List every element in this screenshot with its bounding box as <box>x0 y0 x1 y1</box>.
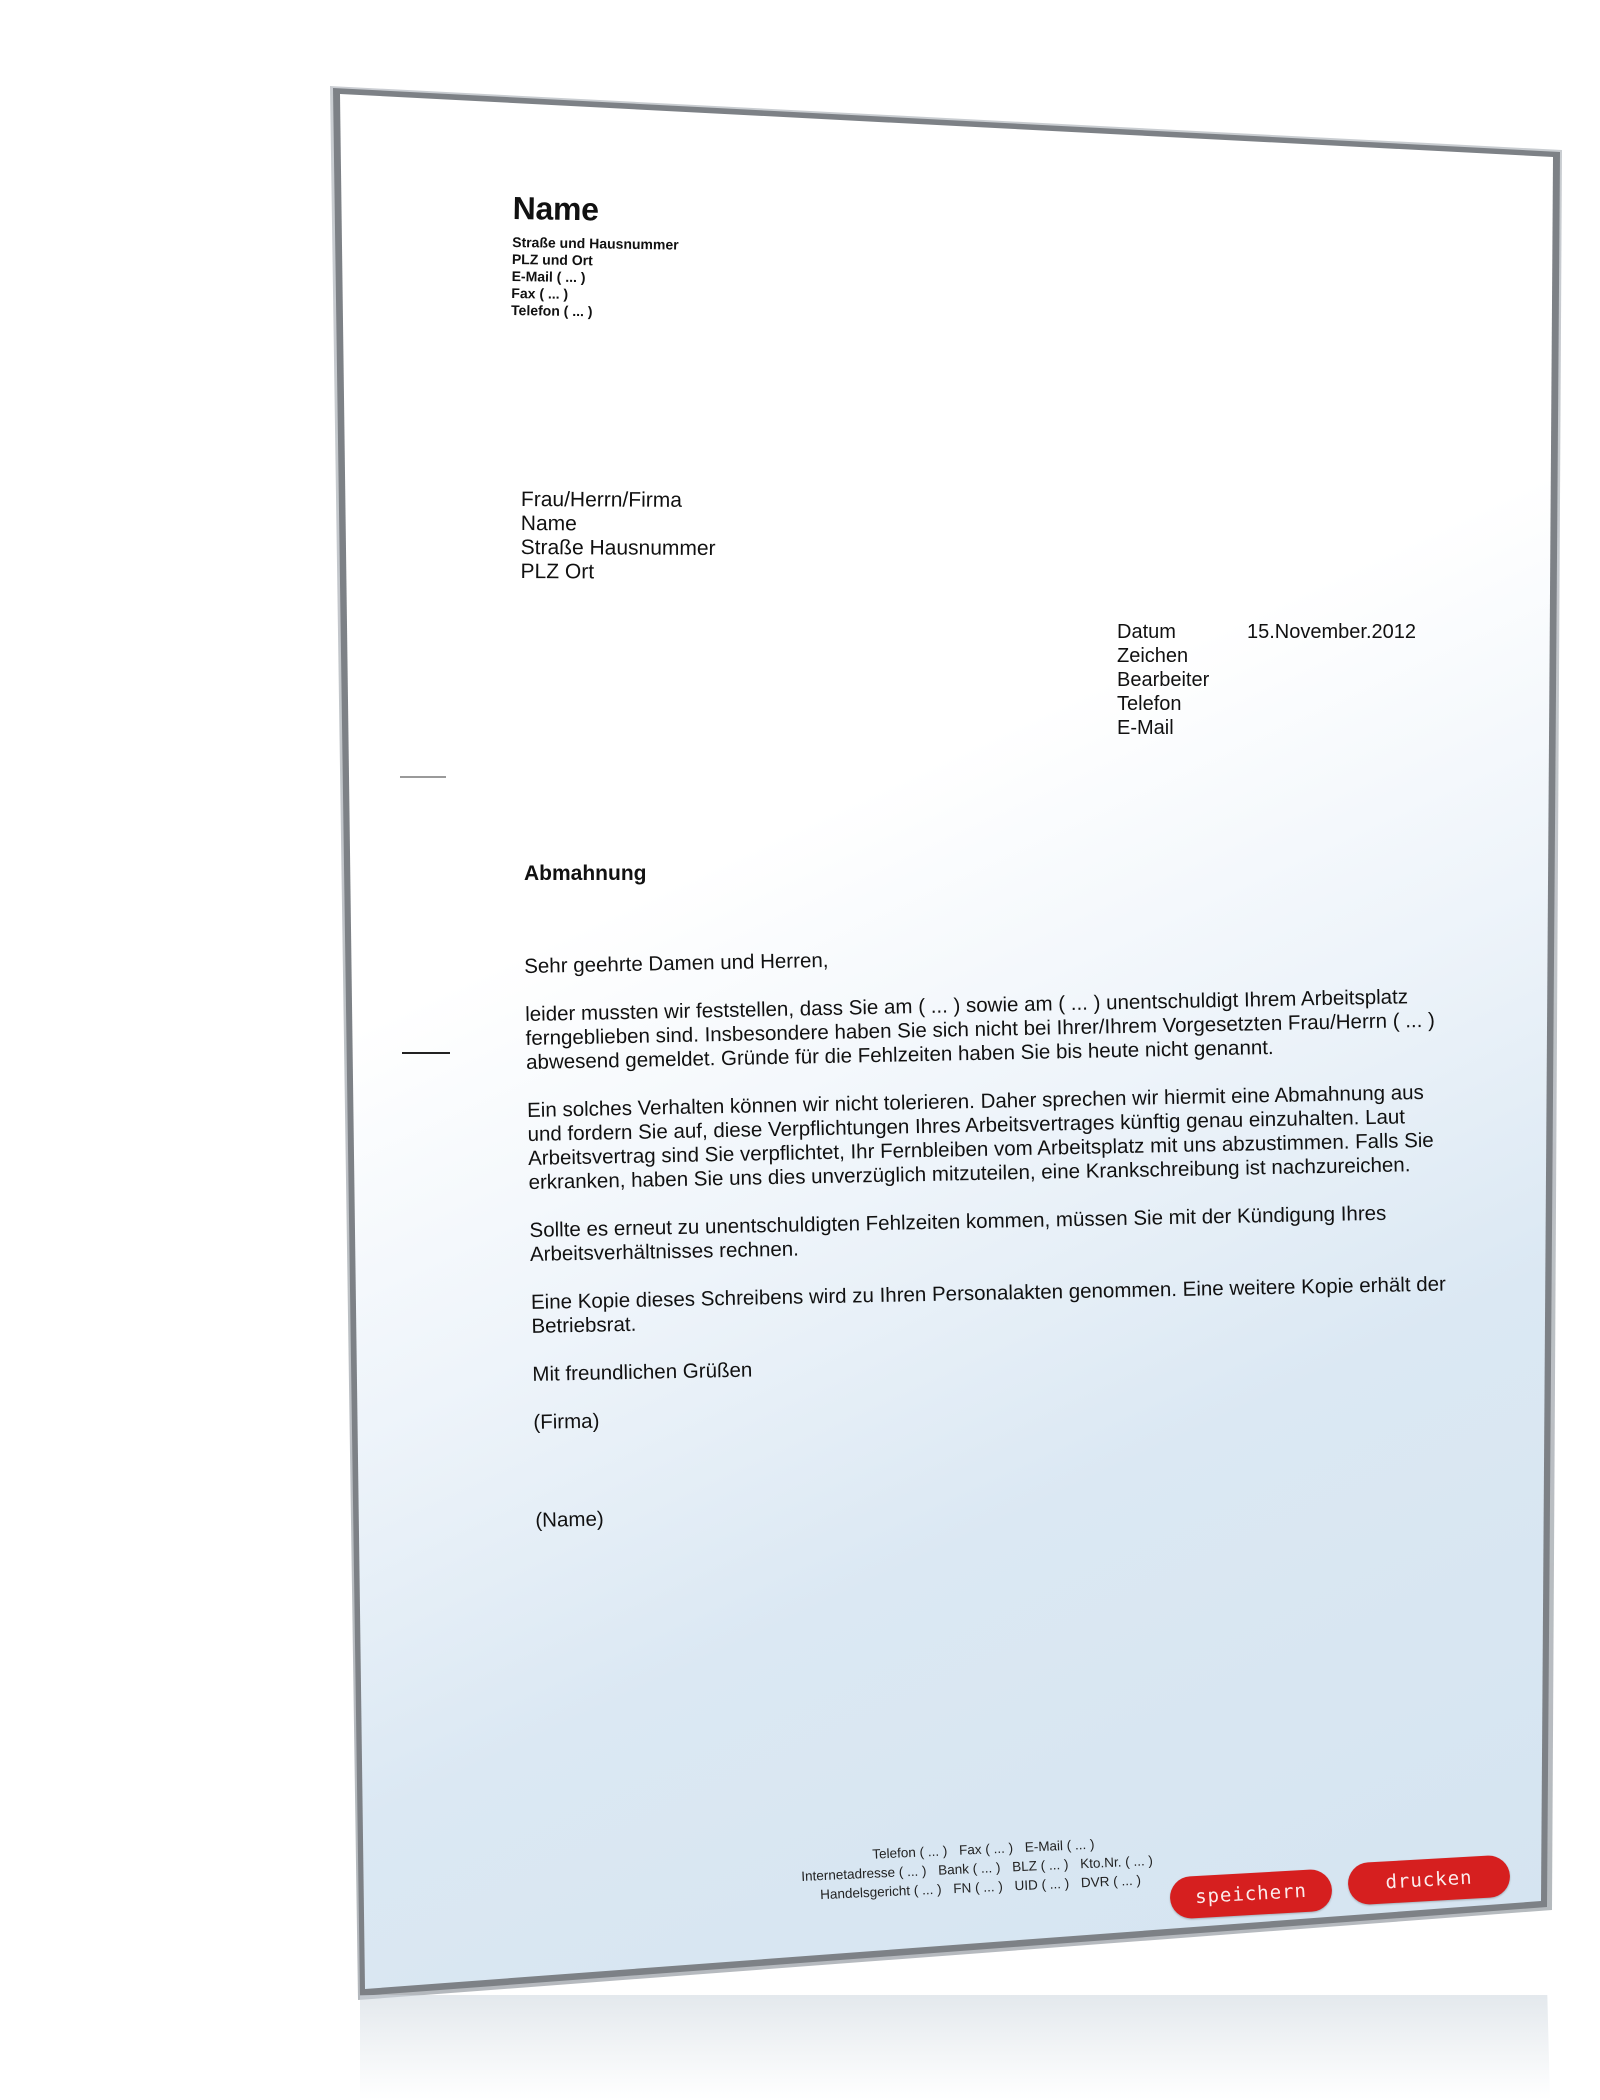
body-paragraph: Sollte es erneut zu unentschuldigten Fehlzeiten kommen, müssen Sie mit der Kündigung Ihres Arbeitsverhältnisses rechnen. <box>529 1201 1387 1266</box>
letter-subject: Abmahnung <box>524 862 647 885</box>
meta-row-reference <box>1117 644 1416 668</box>
print-button[interactable]: drucken <box>1347 1855 1511 1906</box>
sender-phone: Telefon ( ... ) <box>510 301 593 320</box>
sender-name: Name <box>512 190 599 228</box>
sender-block <box>511 190 679 322</box>
meta-row-clerk <box>1117 668 1416 692</box>
recipient-salutation: Frau/Herrn/Firma <box>520 488 683 512</box>
body-paragraph: leider mussten wir feststellen, dass Sie am ( ... ) sowie am ( ... ) unentschuldigt Ihrem Arbeitsplatz ferngeblieben sind. Insbesondere haben Sie sich nicht bei Ihrer/Ihrem Vorgesetzten Frau/Herrn ( ... ) abwesend gemeldet. Gründe für die Fehlzeiten haben Sie bis heute nicht genannt. <box>524 985 1436 1074</box>
recipient-block <box>520 488 715 585</box>
recipient-name: Name <box>520 511 577 536</box>
save-button[interactable]: speichern <box>1169 1869 1333 1920</box>
sender-fax: Fax ( ... ) <box>511 284 569 302</box>
salutation: Sehr geehrte Damen und Herren, <box>524 948 829 978</box>
meta-label: Telefon <box>1117 693 1182 715</box>
body-paragraph: Ein solches Verhalten können wir nicht tolerieren. Daher sprechen wir hiermit eine Abmahnung aus und fordern Sie auf, diese Verpflichtungen Ihres Arbeitsvertrages künftig genau einzuhalten. Laut Arbeitsvertrag sind Sie verpflichtet, Ihr Fernbleiben vom Arbeitsplatz mit uns abzustimmen. Falls Sie erkranken, haben Sie uns dies unverzüglich mitzuteilen, eine Krankschreibung ist nachzureichen. <box>526 1080 1434 1194</box>
signer-placeholder: (Name) <box>535 1507 604 1532</box>
footer-email: E-Mail ( ... ) <box>1024 1836 1095 1855</box>
footer-uid: UID ( ... ) <box>1014 1875 1070 1894</box>
meta-row-date <box>1117 620 1416 644</box>
footer-website: Internetadresse ( ... ) <box>800 1863 927 1884</box>
punch-mark <box>402 1052 450 1054</box>
footer-blz: BLZ ( ... ) <box>1011 1856 1069 1875</box>
footer-account: Kto.Nr. ( ... ) <box>1079 1853 1154 1872</box>
meta-label: E-Mail <box>1117 717 1174 739</box>
letter-footer <box>800 1832 1162 1905</box>
sender-city: PLZ und Ort <box>511 250 593 269</box>
meta-label: Datum <box>1117 621 1176 643</box>
footer-fax: Fax ( ... ) <box>958 1840 1014 1858</box>
letter-body <box>524 937 1456 1557</box>
sender-email: E-Mail ( ... ) <box>511 267 586 286</box>
meta-row-email <box>1117 716 1416 740</box>
date-value: 15.November.2012 <box>1247 621 1417 643</box>
meta-row-phone <box>1117 692 1416 716</box>
recipient-street: Straße Hausnummer <box>520 535 716 561</box>
reference-block <box>1117 620 1416 740</box>
sender-street: Straße und Hausnummer <box>512 233 679 253</box>
body-paragraph: Eine Kopie dieses Schreibens wird zu Ihren Personalakten genommen. Eine weitere Kopie erhält der Betriebsrat. <box>530 1272 1447 1338</box>
fold-mark <box>400 776 446 778</box>
company-placeholder: (Firma) <box>533 1409 600 1434</box>
meta-label: Zeichen <box>1117 645 1189 667</box>
recipient-city: PLZ Ort <box>520 559 595 584</box>
footer-bank: Bank ( ... ) <box>937 1859 1001 1878</box>
footer-court: Handelsgericht ( ... ) <box>819 1881 942 1903</box>
footer-phone: Telefon ( ... ) <box>872 1843 948 1862</box>
footer-dvr: DVR ( ... ) <box>1080 1872 1142 1891</box>
closing: Mit freundlichen Grüßen <box>532 1358 753 1386</box>
footer-fn: FN ( ... ) <box>952 1878 1004 1897</box>
meta-label: Bearbeiter <box>1117 669 1210 691</box>
